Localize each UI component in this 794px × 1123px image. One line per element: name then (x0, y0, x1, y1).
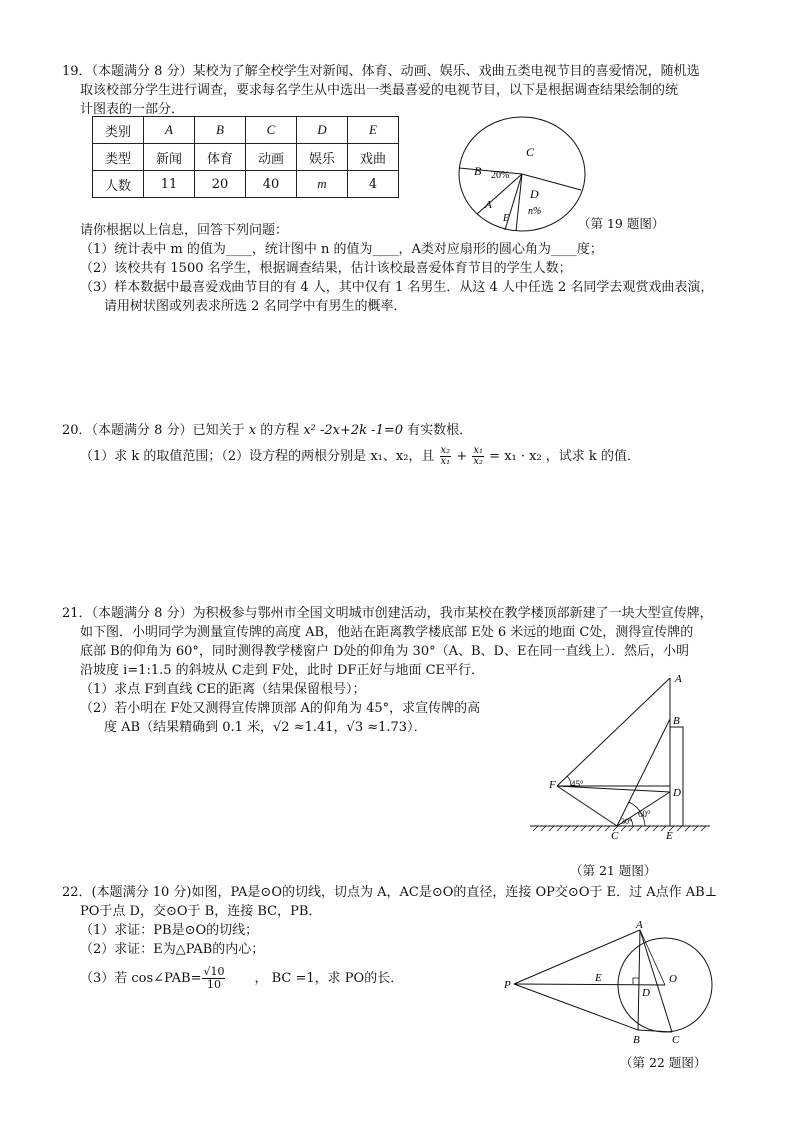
q22-sub3-text: ， BC =1，求 PO的长． (254, 971, 404, 986)
fraction-numerator: x₁ (473, 445, 484, 456)
q20-sub-text: （1）求 k 的取值范围；（2）设方程的两根分别是 x₁、x₂，且 (80, 449, 435, 464)
pie-label-d: D (530, 187, 539, 201)
line-pa (514, 930, 640, 984)
q20-text: 有实数根． (403, 423, 473, 438)
q21-line2: 如下图．小明同学为测量宣传牌的高度 AB，他站在距离教学楼底部 E处 6 米远的地面 C处，测得宣传牌的 (80, 625, 694, 640)
line-po (514, 984, 665, 985)
label-45-degrees: 45° (571, 779, 584, 789)
q21-line3: 底部 B的仰角为 60°，同时测得教学楼窗户 D处的仰角为 30°（A、B、D、E在同一直线上）．然后，小明 (80, 644, 689, 659)
pie-label-b: B (474, 164, 482, 178)
fraction-numerator: √10 (203, 965, 225, 978)
q22-line1: 22．(本题满分 10 分)如图，PA是⊙O的切线，切点为 A，AC是⊙O的直径，连接 OP交⊙O于 E．过 A点作 AB⊥ (62, 885, 717, 900)
q22-cos-fraction (202, 966, 225, 991)
q21-sub1: （1）求点 F到直线 CE的距离（结果保留根号）； (80, 682, 366, 697)
label-60-degrees: 60° (638, 809, 651, 819)
pie-label-c: C (526, 145, 535, 159)
building (670, 727, 683, 826)
table-cell: B (195, 117, 246, 144)
label-c: C (672, 1034, 680, 1046)
table-row (93, 117, 399, 144)
label-30-degrees: 30° (621, 817, 633, 826)
q19-sub3b: 请用树状图或列表求所选 2 名同学中有男生的概率． (104, 299, 407, 314)
q21-sub2a: （2）若小明在 F处又测得宣传牌顶部 A的仰角为 45°，求宣传牌的高 (80, 701, 481, 716)
q22-sub3-text: （3）若 cos∠PAB= (80, 971, 202, 986)
q20-equation: x² -2x+2k -1=0 (303, 423, 403, 438)
table-cell: 动画 (246, 144, 297, 171)
table-cell: C (246, 117, 297, 144)
pie-label-a: A (485, 199, 492, 211)
table-cell: A (144, 117, 195, 144)
q20-fraction (440, 446, 452, 467)
label-c: C (611, 830, 619, 842)
table-cell: 11 (144, 171, 195, 198)
q19-data-table (92, 116, 399, 198)
label-e: E (666, 830, 673, 842)
label-f: F (549, 779, 556, 791)
table-cell: E (348, 117, 399, 144)
table-cell: m (297, 171, 348, 198)
label-d: D (673, 787, 681, 799)
table-cell: 20 (195, 171, 246, 198)
table-header-cell: 类别 (93, 117, 144, 144)
fraction-denominator: x₂ (473, 456, 484, 467)
q22-sub3 (80, 966, 403, 991)
q20-text: 的方程 (256, 423, 304, 438)
q22-figure (500, 918, 725, 1053)
pie-label-d-percent: n% (528, 206, 542, 217)
q20-sub (80, 446, 640, 467)
label-p: P (504, 979, 511, 991)
table-row (93, 144, 399, 171)
table-cell: 40 (246, 171, 297, 198)
table-cell: 4 (348, 171, 399, 198)
fraction-denominator: x₁ (440, 456, 451, 467)
line-ab (638, 930, 640, 1030)
line-ac (640, 930, 672, 1032)
right-angle-mark (633, 978, 639, 984)
q20-fraction (472, 446, 484, 467)
pie-label-e: E (503, 213, 510, 224)
label-b: B (673, 715, 680, 727)
q19-sub2: （2）该校共有 1500 名学生，根据调查结果，估计该校最喜爱体育节目的学生人数； (80, 261, 572, 276)
q19-line3: 计图表的一部分． (80, 102, 185, 117)
q19-line2: 取该校部分学生进行调查，要求每名学生从中选出一类最喜爱的电视节目，以下是根据调查结果绘制的统 (80, 83, 679, 98)
label-e: E (595, 972, 602, 984)
q20-text: 20．（本题满分 8 分）已知关于 (62, 423, 249, 438)
q22-sub1: （1）求证：PB是⊙O的切线； (80, 923, 259, 938)
q19-sub3a: （3）样本数据中最喜爱戏曲节目的有 4 人，其中仅有 1 名男生．从这 4 人中任选 2 名同学去观赏戏曲表演， (80, 280, 714, 295)
q21-line4: 沿坡度 i=1:1.5 的斜坡从 C走到 F处，此时 DF正好与地面 CE平行． (80, 663, 485, 678)
label-d: D (642, 987, 650, 999)
q20-line1 (62, 421, 472, 440)
table-cell: 戏曲 (348, 144, 399, 171)
q21-sub2b: 度 AB（结果精确到 0.1 米，√2 ≈1.41，√3 ≈1.73）． (104, 720, 427, 735)
table-header-cell: 类型 (93, 144, 144, 171)
table-header-cell: 人数 (93, 171, 144, 198)
fraction-numerator: x₂ (440, 445, 451, 456)
label-a: A (675, 673, 682, 685)
table-cell: D (297, 117, 348, 144)
q19-figure-caption: （第 19 题图） (578, 216, 665, 231)
q19-pie-figure (450, 110, 590, 235)
q19-line1: 19．（本题满分 8 分）某校为了解全校学生对新闻、体育、动画、娱乐、戏曲五类电视节目的喜爱情况，随机选 (62, 64, 700, 79)
q20-rhs: = x₁ · x₂ ，试求 k 的值． (485, 449, 640, 464)
q22-sub2: （2）求证：E为△PAB的内心； (80, 942, 265, 957)
table-cell: 体育 (195, 144, 246, 171)
line-fc (557, 786, 617, 826)
line-fa (557, 678, 670, 786)
table-cell: 新闻 (144, 144, 195, 171)
q21-figure-caption: （第 21 题图） (570, 863, 657, 878)
table-cell: 娱乐 (297, 144, 348, 171)
q19-prompt: 请你根据以上信息，回答下列问题： (80, 223, 289, 238)
q20-var-x: x (248, 423, 257, 438)
q22-figure-caption: （第 22 题图） (620, 1055, 707, 1070)
ground-hatch (533, 826, 706, 831)
line-bc (638, 1030, 672, 1032)
table-row (93, 171, 399, 198)
label-a: A (636, 919, 643, 931)
pie-label-b-percent: 20% (491, 170, 510, 181)
label-o: O (669, 973, 677, 985)
q20-plus: + (452, 449, 472, 464)
q19-sub1: （1）统计表中 m 的值为____，统计图中 n 的值为____，A类对应扇形的圆心角为____度； (80, 242, 603, 257)
label-b: B (633, 1034, 640, 1046)
q22-line2: PO于点 D，交⊙O于 B，连接 BC，PB． (80, 904, 322, 919)
line-pb (514, 984, 638, 1030)
fraction-denominator: 10 (206, 978, 221, 991)
q21-line1: 21．（本题满分 8 分）为积极参与鄂州市全国文明城市创建活动，我市某校在教学楼顶部新建了一块大型宣传牌， (62, 606, 713, 621)
q21-figure (525, 668, 725, 842)
